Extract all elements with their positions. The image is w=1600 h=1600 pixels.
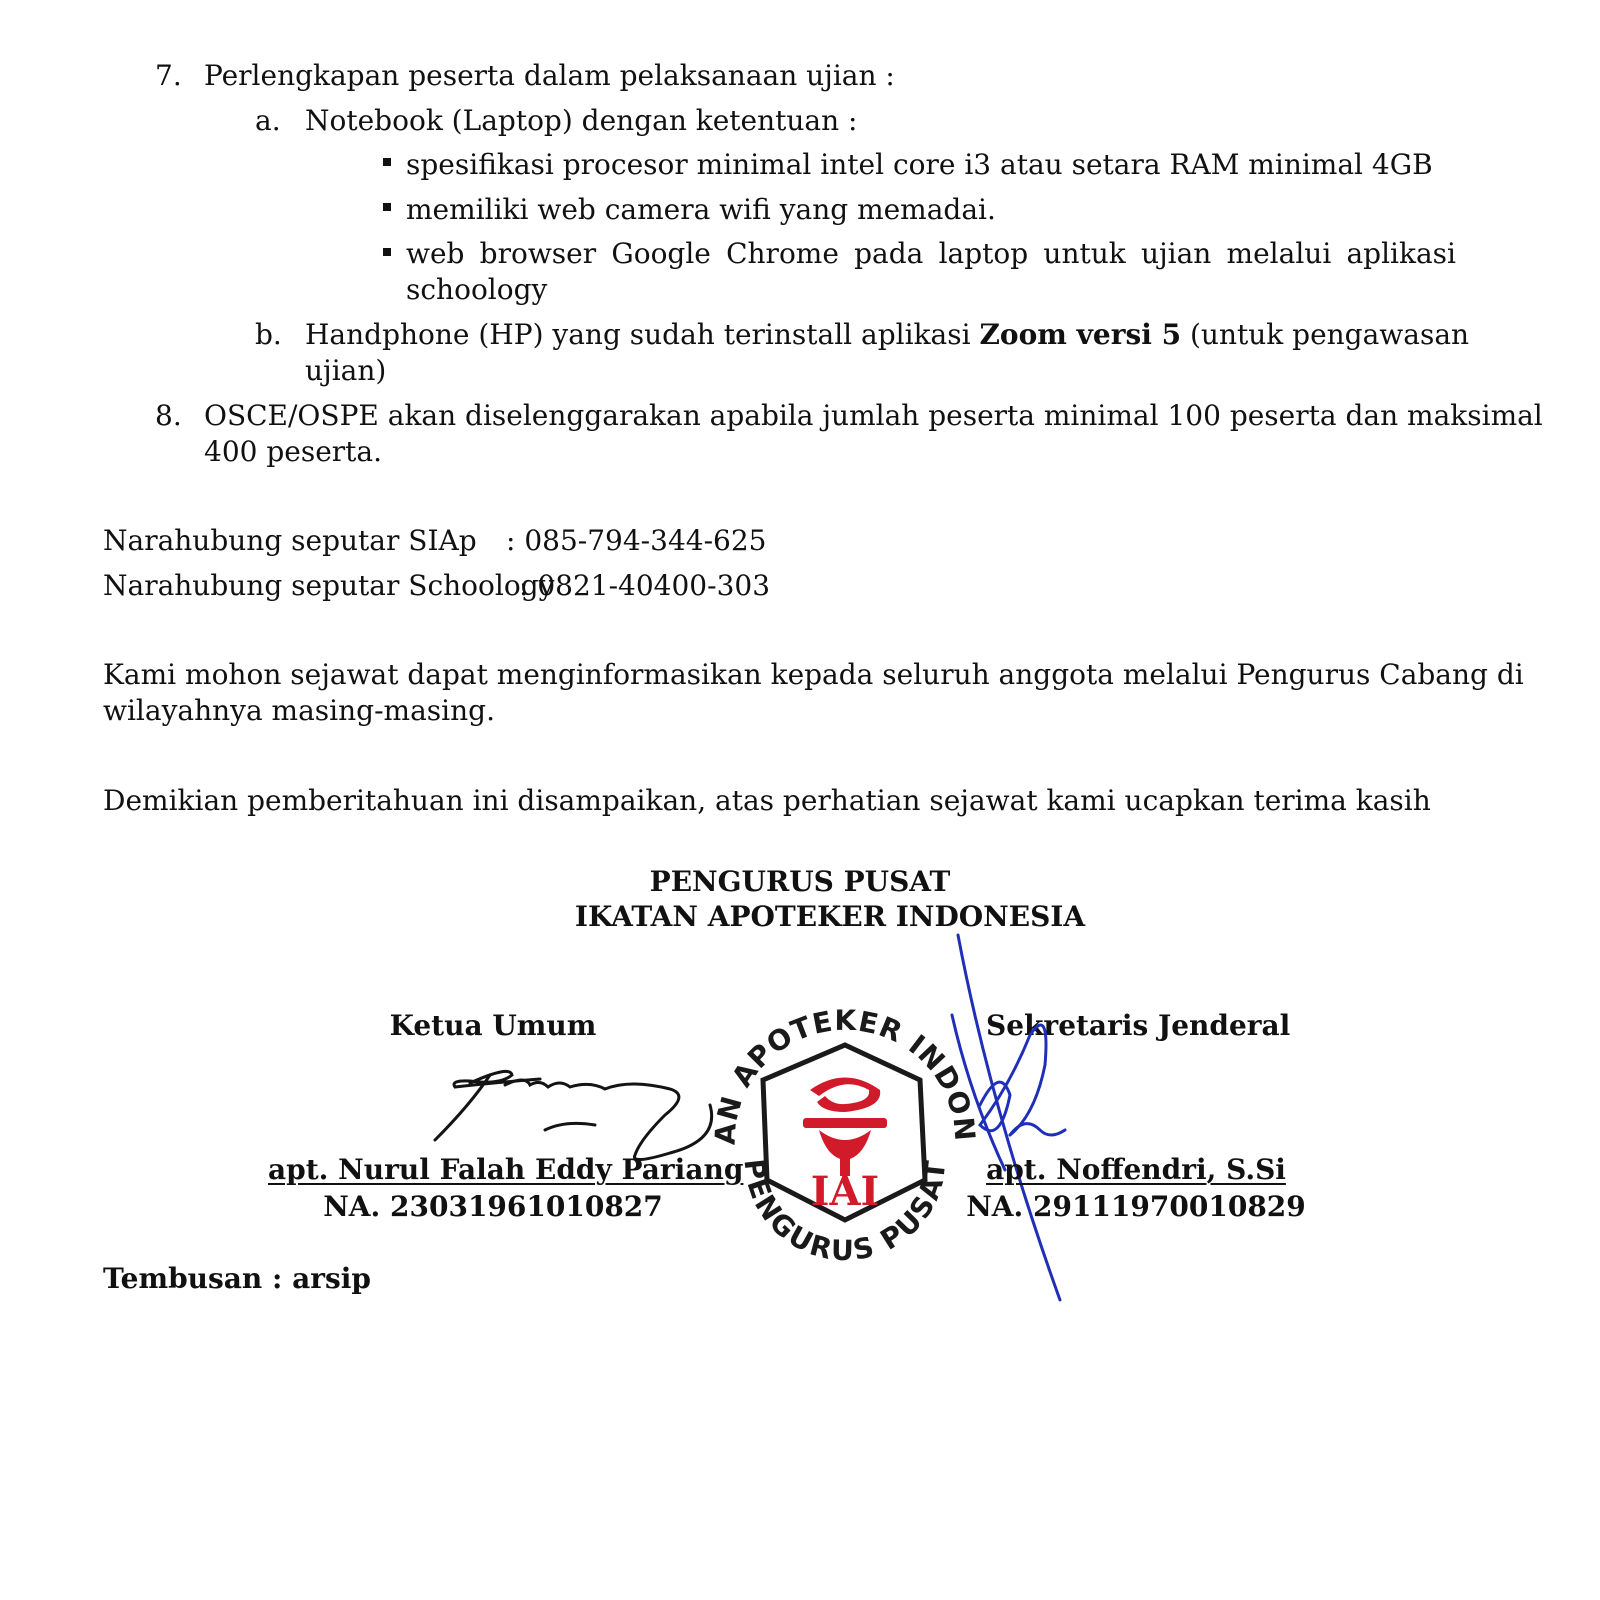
left-handwritten-signature: [430, 1045, 730, 1165]
stamp-top-text: IKATAN APOTEKER INDONESIA: [693, 964, 982, 1146]
item-7b-text-before: Handphone (HP) yang sudah terinstall aplikasi: [305, 318, 971, 351]
request-paragraph-continued: wilayahnya masing-masing.: [103, 694, 495, 727]
right-signatory-na: NA. 29111970010829: [966, 1190, 1306, 1223]
item-8-text-continued: 400 peserta.: [204, 435, 383, 468]
right-signatory-name: apt. Noffendri, S.Si: [986, 1153, 1286, 1186]
item-7b-text-after: (untuk pengawasan: [1190, 318, 1470, 351]
bullet-3-text-continued: schoology: [406, 273, 548, 306]
list-number-8: 8.: [155, 399, 182, 432]
bullet-square-icon: [383, 248, 391, 256]
list-letter-a: a.: [255, 104, 281, 137]
org-name-line2: IKATAN APOTEKER INDONESIA: [574, 900, 1086, 933]
cc-value: arsip: [292, 1262, 371, 1295]
stamp-bottom-text: PENGURUS PUSAT: [737, 1157, 953, 1268]
bullet-3-text: web browser Google Chrome pada laptop untuk ujian melalui aplikasi: [406, 237, 1456, 270]
left-signatory-na: NA. 23031961010827: [323, 1190, 663, 1223]
cc-line: [103, 1262, 371, 1295]
item-7-text: Perlengkapan peserta dalam pelaksanaan ujian :: [204, 59, 895, 92]
org-name-line1: PENGURUS PUSAT: [649, 865, 951, 898]
request-paragraph: Kami mohon sejawat dapat menginformasikan kepada seluruh anggota melalui Pengurus Cabang di: [103, 658, 1524, 691]
contact-siap-label: Narahubung seputar SIAp: [103, 524, 477, 557]
left-signatory-name: apt. Nurul Falah Eddy Pariang: [268, 1153, 744, 1186]
right-signatory-title: Sekretaris Jenderal: [986, 1009, 1291, 1042]
contact-schoology-label: Narahubung seputar Schoology: [103, 569, 555, 602]
contact-schoology-value: : 0821-40400-303: [519, 569, 771, 602]
item-7b-text-continued: ujian): [305, 354, 387, 387]
right-handwritten-signature: [950, 925, 1090, 1305]
snake-cup-logo-icon: [803, 1078, 887, 1177]
contact-siap-value: : 085-794-344-625: [506, 524, 767, 557]
bullet-2-text: memiliki web camera wifi yang memadai.: [406, 193, 996, 226]
item-8-text: OSCE/OSPE akan diselenggarakan apabila jumlah peserta minimal 100 peserta dan maksimal: [204, 399, 1543, 432]
closing-sentence: Demikian pemberitahuan ini disampaikan, atas perhatian sejawat kami ucapkan terima kasih: [103, 784, 1431, 817]
item-7b-text-bold: Zoom versi 5: [979, 318, 1182, 351]
item-7a-text: Notebook (Laptop) dengan ketentuan :: [305, 104, 858, 137]
organization-stamp: [693, 964, 985, 1270]
cc-label: Tembusan :: [103, 1262, 283, 1295]
stamp-logo-text: IAI: [810, 1168, 880, 1215]
bullet-square-icon: [383, 158, 391, 166]
bullet-square-icon: [383, 203, 391, 211]
list-letter-b: b.: [255, 318, 282, 351]
left-signatory-title: Ketua Umum: [389, 1009, 597, 1042]
bullet-1-text: spesifikasi procesor minimal intel core i3 atau setara RAM minimal 4GB: [406, 148, 1433, 181]
list-number-7: 7.: [155, 59, 182, 92]
item-7b-line: [305, 318, 1470, 351]
